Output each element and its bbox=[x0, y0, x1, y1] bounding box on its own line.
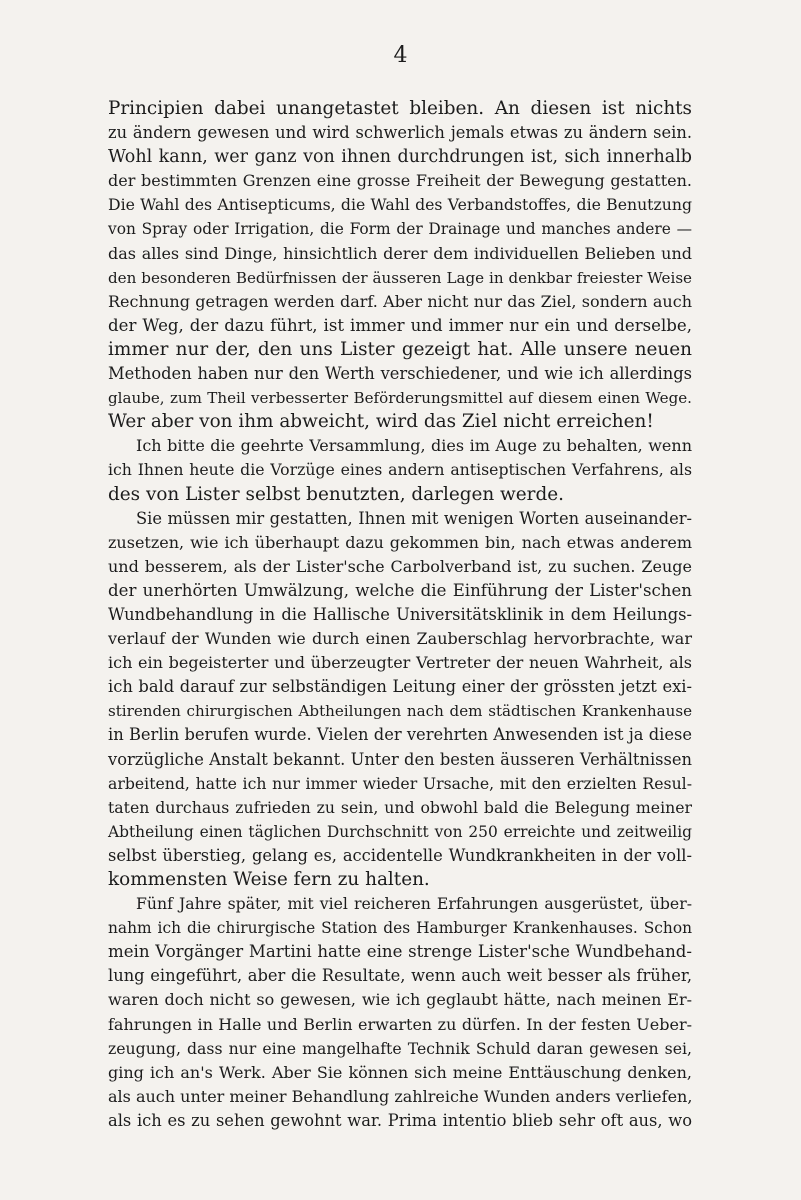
text-line: verlauf der Wunden wie durch einen Zauberschlag hervorbrachte, war bbox=[108, 629, 692, 649]
text-line: Wundbehandlung in die Hallische Universitätsklinik in dem Heilungs- bbox=[108, 604, 692, 624]
text-line: stirenden chirurgischen Abtheilungen nach dem städtischen Krankenhause bbox=[108, 702, 692, 721]
text-line: in Berlin berufen wurde. Vielen der verehrten Anwesenden ist ja diese bbox=[108, 725, 692, 745]
text-line: kommensten Weise fern zu halten. bbox=[108, 869, 430, 890]
text-line: des von Lister selbst benutzten, darlegen werde. bbox=[108, 483, 564, 505]
text-line: selbst überstieg, gelang es, accidentelle Wundkrankheiten in der voll- bbox=[108, 845, 692, 865]
text-line: das alles sind Dinge, hinsichtlich derer dem individuellen Belieben und bbox=[108, 243, 692, 263]
text-line: der Weg, der dazu führt, ist immer und immer nur ein und derselbe, bbox=[108, 315, 692, 335]
text-line: ging ich an's Werk. Aber Sie können sich meine Enttäuschung denken, bbox=[108, 1062, 692, 1082]
text-line: mein Vorgänger Martini hatte eine strenge Lister'sche Wundbehand- bbox=[108, 942, 692, 962]
text-line: Wer aber von ihm abweicht, wird das Ziel nicht erreichen! bbox=[108, 411, 654, 433]
text-line: nahm ich die chirurgische Station des Hamburger Krankenhauses. Schon bbox=[108, 919, 692, 938]
text-line: Rechnung getragen werden darf. Aber nicht nur das Ziel, sondern auch bbox=[108, 291, 692, 311]
text-line: von Spray oder Irrigation, die Form der Drainage und manches andere — bbox=[108, 220, 692, 239]
text-line: und besserem, als der Lister'sche Carbolverband ist, zu suchen. Zeuge bbox=[108, 556, 692, 576]
text-line: der bestimmten Grenzen eine grosse Freiheit der Bewegung gestatten. bbox=[108, 171, 692, 191]
text-line: waren doch nicht so gewesen, wie ich geglaubt hätte, nach meinen Er- bbox=[108, 990, 692, 1010]
text-line: immer nur der, den uns Lister gezeigt hat. Alle unsere neuen bbox=[108, 338, 692, 360]
body-text bbox=[108, 97, 692, 1133]
text-line: taten durchaus zufrieden zu sein, und obwohl bald die Belegung meiner bbox=[108, 797, 692, 817]
text-line: ich bald darauf zur selbständigen Leitung einer der grössten jetzt exi- bbox=[108, 677, 692, 697]
text-line: der unerhörten Umwälzung, welche die Einführung der Lister'schen bbox=[108, 580, 692, 600]
text-line: arbeitend, hatte ich nur immer wieder Ursache, mit den erzielten Resul- bbox=[108, 773, 692, 793]
text-line: ich Ihnen heute die Vorzüge eines andern antiseptischen Verfahrens, als bbox=[108, 460, 692, 480]
text-line: Wohl kann, wer ganz von ihnen durchdrungen ist, sich innerhalb bbox=[108, 147, 692, 168]
text-line: als ich es zu sehen gewohnt war. Prima intentio blieb sehr oft aus, wo bbox=[108, 1110, 692, 1130]
text-line: ich ein begeisterter und überzeugter Vertreter der neuen Wahrheit, als bbox=[108, 653, 692, 673]
text-line: Sie müssen mir gestatten, Ihnen mit wenigen Worten auseinander- bbox=[136, 508, 692, 528]
text-line: Abtheilung einen täglichen Durchschnitt von 250 erreichte und zeitweilig bbox=[108, 822, 692, 841]
text-line: zu ändern gewesen und wird schwerlich jemals etwas zu ändern sein. bbox=[108, 123, 692, 143]
text-line: lung eingeführt, aber die Resultate, wenn auch weit besser als früher, bbox=[108, 966, 692, 986]
text-line: Methoden haben nur den Werth verschiedener, und wie ich allerdings bbox=[108, 364, 692, 384]
text-line: glaube, zum Theil verbesserter Beförderungsmittel auf diesem einen Wege. bbox=[108, 389, 692, 408]
text-line: fahrungen in Halle und Berlin erwarten zu dürfen. In der festen Ueber- bbox=[108, 1014, 692, 1034]
text-line: zusetzen, wie ich überhaupt dazu gekommen bin, nach etwas anderem bbox=[108, 532, 692, 552]
text-line: Fünf Jahre später, mit viel reicheren Erfahrungen ausgerüstet, über- bbox=[136, 894, 692, 914]
text-line: vorzügliche Anstalt bekannt. Unter den besten äusseren Verhältnissen bbox=[108, 749, 692, 769]
text-line: als auch unter meiner Behandlung zahlreiche Wunden anders verliefen, bbox=[108, 1086, 693, 1106]
text-line: den besonderen Bedürfnissen der äusseren Lage in denkbar freiester Weise bbox=[108, 268, 692, 287]
text-line: Die Wahl des Antisepticums, die Wahl des Verbandstoffes, die Benutzung bbox=[108, 195, 692, 215]
page-number: 4 bbox=[393, 43, 408, 68]
text-line: zeugung, dass nur eine mangelhafte Technik Schuld daran gewesen sei, bbox=[108, 1038, 692, 1058]
text-line: Ich bitte die geehrte Versammlung, dies im Auge zu behalten, wenn bbox=[136, 436, 692, 456]
text-line: Principien dabei unangetastet bleiben. An diesen ist nichts bbox=[108, 98, 692, 119]
